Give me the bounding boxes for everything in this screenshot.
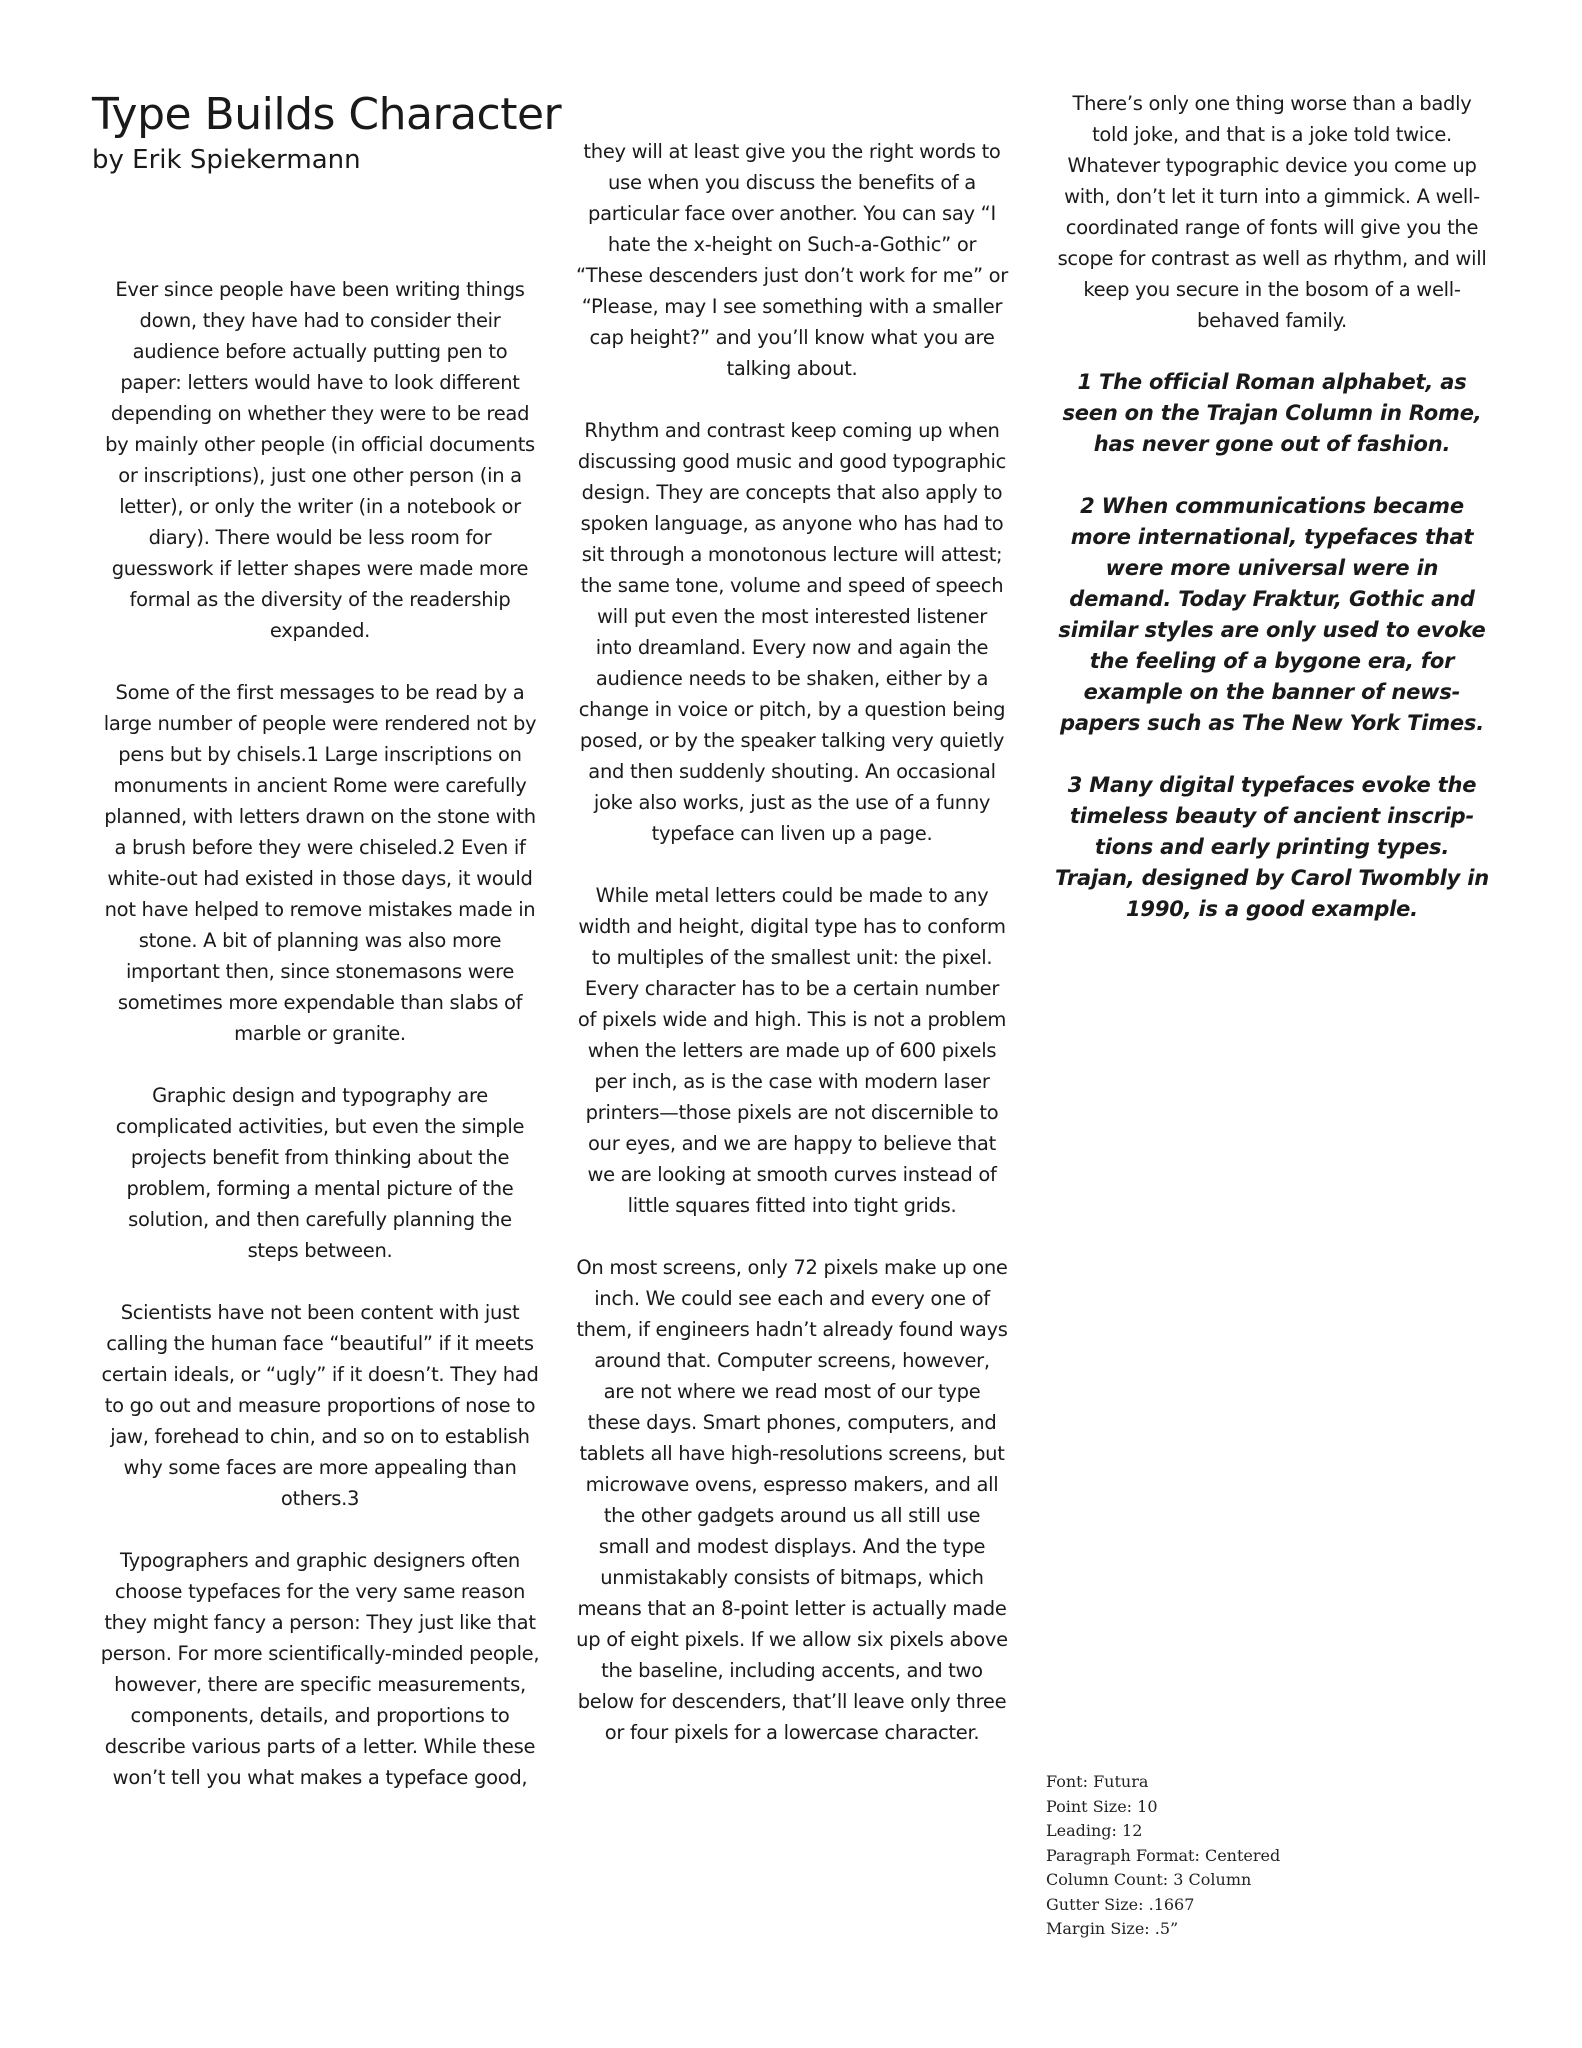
spec-column-count: Column Count: 3 Column bbox=[1046, 1870, 1252, 1889]
body-paragraph: There’s only one thing worse than a badly told joke, and that is a joke told twice. Whatever typographic device you come up with, don’t let it turn into a gimmick. A well-coordinated range of fonts will give you the scope for contrast as well as rhythm, and will keep you secure in the bosom of a well-behaved family. bbox=[1057, 92, 1487, 332]
column-2 bbox=[576, 136, 1008, 1779]
spec-point-size: Point Size: 10 bbox=[1046, 1796, 1158, 1816]
footnote-1: 1 The official Roman alphabet, as seen on the Trajan Column in Rome, has never gone out of fashion. bbox=[1062, 370, 1482, 456]
column-1 bbox=[100, 274, 540, 1824]
body-paragraph: Typographers and graphic designers often choose typefaces for the very same reason they might fancy a person: They just like that person. For more scientifically-minded people, however, there are specific measurements, components, details, and proportions to describe various parts of a letter. While these won’t tell you what makes a typeface good, bbox=[100, 1549, 540, 1789]
footnote-3: 3 Many digital typefaces evoke the timeless beauty of ancient inscriptions and early printing types. Trajan, designed by Carol Twombly in 1990, is a good example. bbox=[1055, 773, 1489, 921]
body-paragraph: Graphic design and typography are complicated activities, but even the simple projects benefit from thinking about the problem, forming a mental picture of the solution, and then carefully planning the steps between. bbox=[115, 1084, 525, 1262]
body-paragraph: Some of the first messages to be read by a large number of people were rendered not by pens but by chisels.1 Large inscriptions on monuments in ancient Rome were carefully planned, with letters drawn on the stone with a brush before they were chiseled.2 Even if white-out had existed in those days, it would not have helped to remove mistakes made in stone. A bit of planning was also more important then, since stonemasons were sometimes more expendable than slabs of marble or granite. bbox=[103, 681, 537, 1045]
spec-leading: Leading: 12 bbox=[1046, 1821, 1143, 1840]
spec-font: Font: Futura bbox=[1046, 1772, 1149, 1791]
spec-gutter-size: Gutter Size: .1667 bbox=[1046, 1894, 1195, 1914]
body-paragraph: Ever since people have been writing things down, they have had to consider their audience before actually putting pen to paper: letters would have to look different depending on whether they were to be read by mainly other people (in official documents or inscriptions), just one other person (in a letter), or only the writer (in a notebook or diary). There would be less room for guesswork if letter shapes were made more formal as the diversity of the readership expanded. bbox=[105, 278, 535, 642]
body-paragraph: they will at least give you the right words to use when you discuss the benefits of a particular face over another. You can say “I hate the x-height on Such-a-Gothic” or “These descenders just don’t work for me” or “Please, may I see something with a smaller cap height?” and you’ll know what you are talking about. bbox=[576, 140, 1009, 380]
page-title: Type Builds Character bbox=[92, 89, 562, 140]
spec-paragraph-format: Paragraph Format: Centered bbox=[1046, 1845, 1281, 1865]
body-paragraph: On most screens, only 72 pixels make up one inch. We could see each and every one of them, if engineers hadn’t already found ways around that. Computer screens, however, are not where we read most of our type these days. Smart phones, computers, and tablets all have high-resolutions screens, but microwave ovens, espresso makers, and all the other gadgets around us all still use small and modest displays. And the type unmistakably consists of bitmaps, which means that an 8-point letter is actually made up of eight pixels. If we allow six pixels above the baseline, including accents, and two below for descenders, that’ll leave only three or four pixels for a lowercase character. bbox=[576, 1256, 1008, 1744]
spec-margin-size: Margin Size: .5” bbox=[1046, 1919, 1179, 1938]
body-paragraph: Scientists have not been content with just calling the human face “beautiful” if it meets certain ideals, or “ugly” if it doesn’t. They had to go out and measure proportions of nose to jaw, forehead to chin, and so on to establish why some faces are more appealing than others.3 bbox=[101, 1301, 539, 1510]
body-paragraph: Rhythm and contrast keep coming up when discussing good music and good typographic design. They are concepts that also apply to spoken language, as anyone who has had to sit through a monotonous lecture will attest; the same tone, volume and speed of speech will put even the most interested listener into dreamland. Every now and again the audience needs to be shaken, either by a change in voice or pitch, by a question being posed, or by the speaker talking very quietly and then suddenly shouting. An occasional joke also works, just as the use of a funny typeface can liven up a page. bbox=[577, 419, 1007, 845]
column-3 bbox=[1052, 88, 1492, 956]
byline: by Erik Spiekermann bbox=[92, 145, 361, 175]
type-specs bbox=[1046, 1770, 1280, 1942]
footnote-2: 2 When communications became more international, typefaces that were more universal were in demand. Today Fraktur, Gothic and similar styles are only used to evoke the feeling of a bygone era, for example on the banner of newspapers such as The New York Times. bbox=[1058, 494, 1486, 735]
body-paragraph: While metal letters could be made to any width and height, digital type has to conform to multiples of the smallest unit: the pixel. Every character has to be a certain number of pixels wide and high. This is not a problem when the letters are made up of 600 pixels per inch, as is the case with modern laser printers—those pixels are not discernible to our eyes, and we are happy to believe that we are looking at smooth curves instead of little squares fitted into tight grids. bbox=[577, 884, 1007, 1217]
